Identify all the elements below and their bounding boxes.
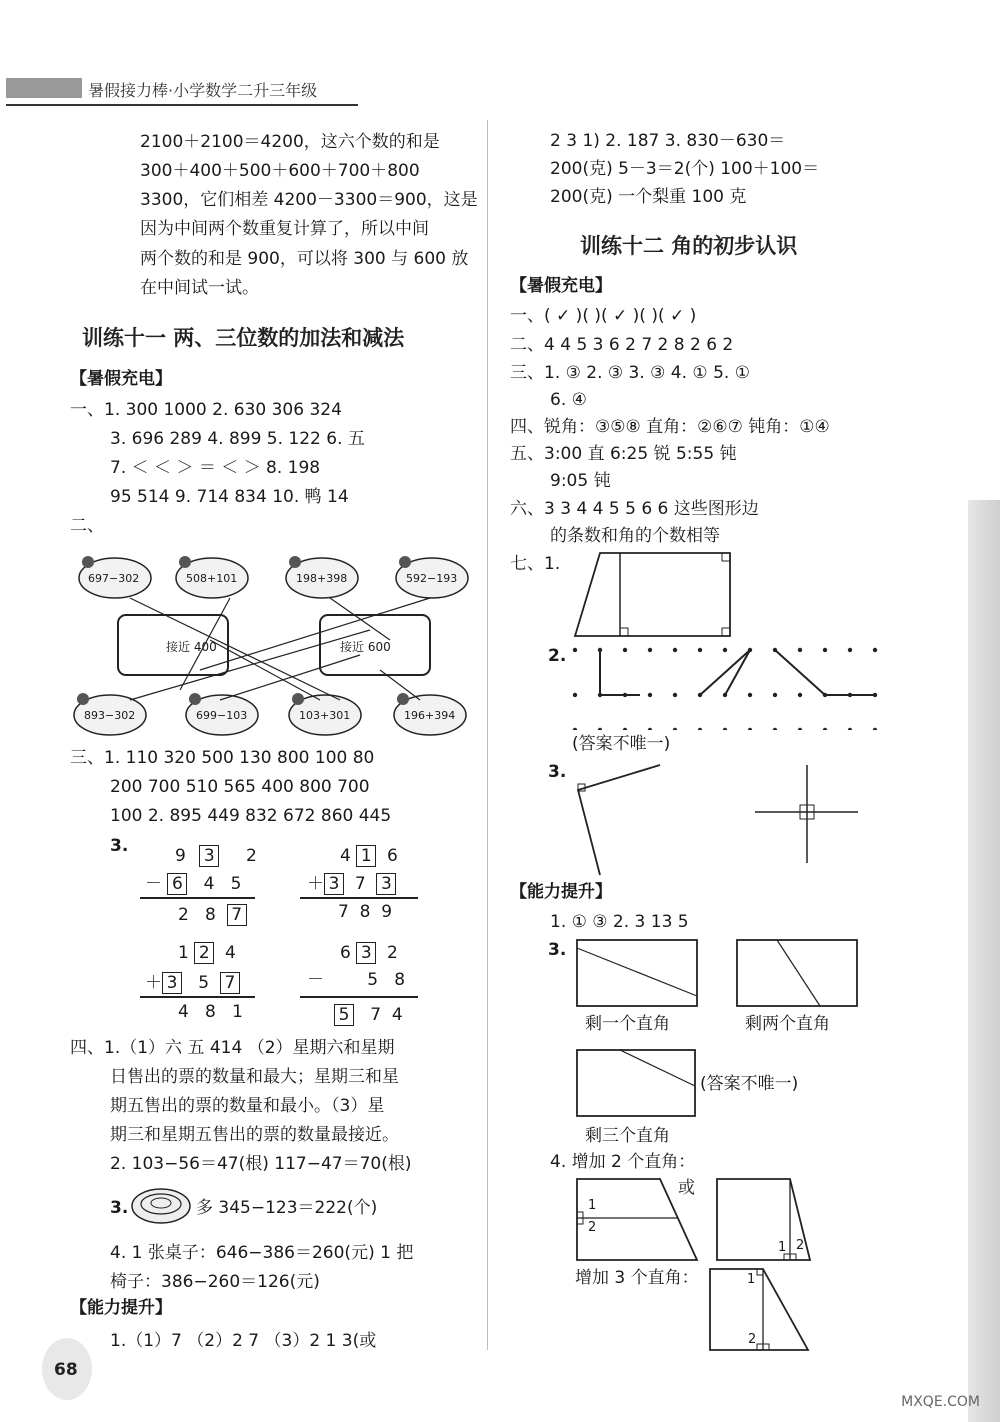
header-bar bbox=[6, 78, 82, 98]
calc-row: 6 3 2 bbox=[340, 943, 398, 963]
or-text: 或 bbox=[678, 1178, 695, 1198]
calc-rule bbox=[300, 897, 418, 899]
answer-line: 一、( ✓ )( )( ✓ )( )( ✓ ) bbox=[510, 306, 697, 326]
answer-line: 二、4 4 5 3 6 2 7 2 8 2 6 2 bbox=[510, 335, 734, 355]
answer-line: 100 2. 895 449 832 672 860 445 bbox=[110, 806, 392, 826]
q3-label: 3. bbox=[110, 836, 129, 856]
unit-12-title: 训练十二 角的初步认识 bbox=[580, 234, 798, 258]
column-divider bbox=[487, 120, 488, 1350]
label-ability: 【能力提升】 bbox=[70, 1298, 172, 1318]
calc-row: ＋ 3 5 7 bbox=[145, 972, 240, 994]
grid-dot bbox=[573, 693, 577, 697]
section-2-label: 二、 bbox=[70, 516, 104, 536]
cut-rectangle-row2 bbox=[575, 1048, 700, 1120]
caption: 剩三个直角 bbox=[585, 1126, 670, 1146]
grid-dot bbox=[773, 728, 777, 730]
grid-dot bbox=[773, 693, 777, 697]
intro-line: 2100＋2100＝4200，这六个数的和是 bbox=[140, 132, 440, 152]
grid-dot bbox=[798, 648, 802, 652]
dot-grid-angles bbox=[570, 640, 890, 730]
answer-line: 1.（1）7 （2）2 7 （3）2 1 3(或 bbox=[110, 1331, 377, 1351]
angle-num: 1 bbox=[747, 1272, 756, 1287]
answer-note: (答案不唯一) bbox=[572, 734, 671, 754]
grid-dot bbox=[648, 648, 652, 652]
answer-line: 增加 3 个直角： bbox=[575, 1268, 699, 1288]
grid-dot bbox=[598, 728, 602, 730]
sheep-label: 198+398 bbox=[296, 572, 348, 585]
answer-line: 期五售出的票的数量和最小。（3）星 bbox=[110, 1096, 385, 1116]
angle-num: 1 bbox=[588, 1198, 597, 1213]
calc-row: 7 8 9 bbox=[338, 902, 393, 922]
q7-2-label: 2. bbox=[548, 646, 567, 666]
answer-line: 一、1. 300 1000 2. 630 306 324 bbox=[70, 400, 342, 420]
caption: 剩一个直角 bbox=[585, 1014, 670, 1034]
unit-11-title: 训练十一 两、三位数的加法和减法 bbox=[82, 326, 405, 350]
grid-dot bbox=[798, 693, 802, 697]
answer-line: 200 700 510 565 400 800 700 bbox=[110, 777, 370, 797]
calc-row: ＋ 3 7 3 bbox=[307, 873, 396, 895]
calc-row: － 6 4 5 bbox=[145, 874, 242, 894]
header-rule bbox=[6, 104, 358, 106]
calc-row: 5 7 4 bbox=[334, 1004, 403, 1026]
answer-line: 期三和星期五售出的票的数量最接近。 bbox=[110, 1125, 399, 1145]
fence-label-600: 接近 600 bbox=[340, 640, 391, 654]
answer-line: 4. 1 张桌子：646−386＝260(元) 1 把 bbox=[110, 1243, 414, 1263]
calc-row: 2 8 7 bbox=[178, 904, 247, 926]
label-summer-charge: 【暑假充电】 bbox=[70, 369, 172, 389]
answer-line: 五、3:00 直 6:25 锐 5:55 钝 bbox=[510, 444, 737, 464]
answer-line: 200(克) 5－3＝2(个) 100＋100＝ bbox=[550, 159, 820, 179]
answer-line: 6. ④ bbox=[550, 390, 587, 410]
answer-line: 六、3 3 4 4 5 5 6 6 这些图形边 bbox=[510, 499, 759, 519]
intro-line: 两个数的和是 900，可以将 300 与 600 放 bbox=[140, 249, 469, 269]
sheep-label: 103+301 bbox=[299, 709, 351, 722]
coiled-rope-icon bbox=[130, 1186, 192, 1226]
sheep-label: 699−103 bbox=[196, 709, 248, 722]
grid-dot bbox=[673, 693, 677, 697]
answer-line: 9:05 钝 bbox=[550, 471, 611, 491]
answer-line: 椅子：386−260＝126(元) bbox=[110, 1272, 320, 1292]
grid-dot bbox=[873, 728, 877, 730]
torn-page-edge bbox=[968, 500, 1000, 1422]
grid-dot bbox=[648, 693, 652, 697]
sheep-label: 893−302 bbox=[84, 709, 136, 722]
grid-dot bbox=[623, 728, 627, 730]
calc-rule bbox=[300, 996, 418, 998]
label-ability: 【能力提升】 bbox=[510, 882, 612, 902]
angle-num: 2 bbox=[796, 1238, 805, 1253]
grid-dot bbox=[748, 728, 752, 730]
grid-dot bbox=[823, 728, 827, 730]
grid-dot bbox=[748, 693, 752, 697]
grid-dot bbox=[873, 648, 877, 652]
grid-dot bbox=[848, 728, 852, 730]
sheep-label: 508+101 bbox=[186, 572, 238, 585]
calc-rule bbox=[140, 897, 255, 899]
answer-line: 三、1. ③ 2. ③ 3. ③ 4. ① 5. ① bbox=[510, 363, 750, 383]
answer-line: 200(克) 一个梨重 100 克 bbox=[550, 187, 747, 207]
caption: 剩两个直角 bbox=[745, 1014, 830, 1034]
answer-line: 2 3 1) 2. 187 3. 830－630＝ bbox=[550, 131, 786, 151]
answer-line: 95 514 9. 714 834 10. 鸭 14 bbox=[110, 487, 349, 507]
answer-line: 的条数和角的个数相等 bbox=[550, 526, 720, 546]
calc-row: － 5 8 bbox=[307, 970, 406, 990]
page-number-badge: 68 bbox=[42, 1338, 92, 1400]
grid-dot bbox=[723, 728, 727, 730]
intro-line: 3300，它们相差 4200－3300＝900，这是 bbox=[140, 190, 478, 210]
grid-dot bbox=[648, 728, 652, 730]
grid-dot bbox=[823, 648, 827, 652]
sheep-label: 697−302 bbox=[88, 572, 140, 585]
grid-dot bbox=[573, 648, 577, 652]
grid-dot bbox=[798, 728, 802, 730]
sheep-label: 196+394 bbox=[404, 709, 456, 722]
angle-num: 2 bbox=[588, 1220, 597, 1235]
trapezoid-three-right-angles bbox=[705, 1264, 815, 1356]
fence-label-400: 接近 400 bbox=[166, 640, 217, 654]
answer-line: 3. 696 289 4. 899 5. 122 6. 五 bbox=[110, 429, 365, 449]
calc-row: 4 8 1 bbox=[178, 1002, 243, 1022]
grid-dot bbox=[698, 728, 702, 730]
answer-line: 多 345−123＝222(个) bbox=[196, 1198, 378, 1218]
q7-3-label: 3. bbox=[548, 762, 567, 782]
answer-line: 七、1. bbox=[510, 554, 561, 574]
answer-line: 日售出的票的数量和最大；星期三和星 bbox=[110, 1067, 399, 1087]
answer-line: 四、1.（1）六 五 414 （2）星期六和星期 bbox=[70, 1038, 395, 1058]
answer-line: 三、1. 110 320 500 130 800 100 80 bbox=[70, 748, 375, 768]
sheep-label: 592−193 bbox=[406, 572, 458, 585]
grid-dot bbox=[723, 648, 727, 652]
answer-note: (答案不唯一) bbox=[700, 1074, 799, 1094]
calc-row: 4 1 6 bbox=[340, 846, 398, 866]
answer-line: 四、锐角：③⑤⑧ 直角：②⑥⑦ 钝角：①④ bbox=[510, 417, 830, 437]
series-title: 暑假接力棒·小学数学二升三年级 bbox=[88, 81, 318, 100]
angle-num: 1 bbox=[778, 1240, 787, 1255]
answer-line: 7. ＜ ＜ ＞ ＝ ＜ ＞ 8. 198 bbox=[110, 458, 321, 478]
intro-line: 因为中间两个数重复计算了，所以中间 bbox=[140, 219, 429, 239]
calc-row: 1 2 4 bbox=[178, 943, 236, 963]
intro-line: 在中间试一试。 bbox=[140, 278, 259, 298]
angle-num: 2 bbox=[748, 1332, 757, 1347]
grid-dot bbox=[673, 648, 677, 652]
grid-dot bbox=[848, 648, 852, 652]
grid-dot bbox=[673, 728, 677, 730]
angle-figures bbox=[570, 760, 870, 880]
intro-line: 300＋400＋500＋600＋700＋800 bbox=[140, 161, 420, 181]
calc-row: 9 3 2 bbox=[175, 846, 257, 866]
answer-line: 2. 103−56＝47(根) 117−47＝70(根) bbox=[110, 1154, 412, 1174]
grid-dot bbox=[573, 728, 577, 730]
calc-rule bbox=[140, 996, 255, 998]
watermark: MXQE.COM bbox=[901, 1394, 980, 1410]
cut-rectangles-row1 bbox=[575, 938, 865, 1010]
answer-line: 1. ① ③ 2. 3 13 5 bbox=[550, 912, 689, 932]
trapezoid-add-right-angles bbox=[575, 1174, 825, 1264]
q3-num: 3. bbox=[110, 1198, 129, 1218]
label-summer-charge: 【暑假充电】 bbox=[510, 276, 612, 296]
grid-dot bbox=[623, 648, 627, 652]
trapezoid-figure bbox=[570, 548, 740, 640]
answer-line: 4. 增加 2 个直角： bbox=[550, 1152, 696, 1172]
q3-label: 3. bbox=[548, 940, 567, 960]
grid-dot bbox=[698, 648, 702, 652]
